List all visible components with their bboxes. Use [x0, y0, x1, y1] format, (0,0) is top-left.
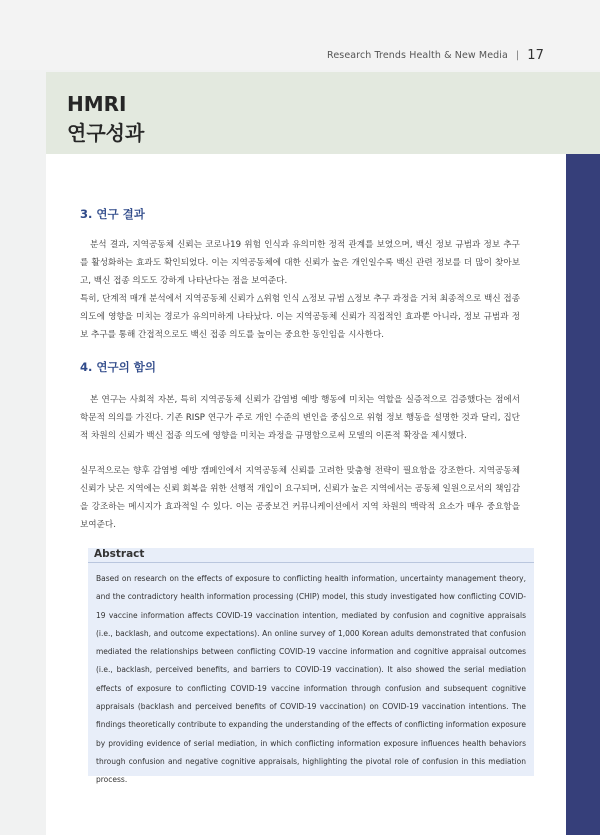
page-number: 17 — [527, 48, 544, 63]
running-head-separator: | — [515, 50, 520, 61]
section-3-paragraph-1: 분석 결과, 지역공동체 신뢰는 코로나19 위험 인식과 유의미한 정적 관계를 보였으며, 백신 정보 규범과 정보 추구를 활성화하는 효과도 확인되었다. 이는 지역공동체에 대한 신뢰가 높은 개인일수록 백신 관련 정보를 더 많이 찾아보고, 백신 접종 의도도 강하게 나타난다는 점을 보여준다. — [80, 240, 520, 286]
section-3-heading: 3. 연구 결과 — [80, 207, 145, 221]
page-title-en: HMRI — [67, 92, 127, 116]
section-4-paragraph-2: 실무적으로는 향후 감염병 예방 캠페인에서 지역공동체 신뢰를 고려한 맞춤형 전략이 필요함을 강조한다. 지역공동체 신뢰가 낮은 지역에는 신뢰 회복을 위한 선행적 개입이 요구되며, 신뢰가 높은 지역에서는 공동체 일원으로서의 책임감을 강조하는 메시지가 효과적일 수 있다. 이는 공중보건 커뮤니케이션에서 지역 차원의 맥락적 요소가 매우 중요함을 보여준다. — [80, 466, 520, 530]
abstract-label: Abstract — [94, 548, 145, 560]
abstract-text: Based on research on the effects of exposure to conflicting health information, uncertainty management theory, and the contradictory health information processing (CHIP) model, this study investigated how conflicting COVID-19 vaccine information affects COVID-19 vaccination intention, mediated by confusion and cognitive appraisals (i.e., backlash, and outcome expectations). An online survey of 1,000 Korean adults demonstrated that confusion mediated the relationships between conflicting COVID-19 vaccine information and cognitive appraisal outcomes (i.e., backlash, perceived benefits, and barriers to COVID-19 vaccination). It also showed the serial mediation effects of exposure to conflicting COVID-19 vaccine information through confusion and subsequent cognitive appraisals (backlash and perceived benefits of COVID-19 vaccination) on COVID-19 vaccination intentions. The findings theoretically contribute to expanding the understanding of the effects of conflicting information exposure by providing evidence of serial mediation, in which conflicting information exposure influences health behaviors through confusion and negative cognitive appraisals, highlighting the pivotal role of confusion in this mediation process. — [96, 574, 526, 785]
abstract-divider — [88, 562, 534, 563]
page-title-ko: 연구성과 — [67, 121, 145, 145]
section-4-heading: 4. 연구의 함의 — [80, 360, 156, 374]
section-3-paragraph-2: 특히, 단계적 매개 분석에서 지역공동체 신뢰가 △위험 인식 △정보 규범 △정보 추구 과정을 거쳐 최종적으로 백신 접종 의도에 영향을 미치는 경로가 유의미하게 나타났다. 이는 지역공동체 신뢰가 직접적인 효과뿐 아니라, 정보 규범과 정보 추구를 통해 간접적으로도 백신 접종 의도를 높이는 중요한 동인임을 시사한다. — [80, 294, 520, 340]
running-head — [327, 48, 544, 63]
side-accent-bar — [566, 154, 600, 835]
section-4-paragraph-1: 본 연구는 사회적 자본, 특히 지역공동체 신뢰가 감염병 예방 행동에 미치는 역할을 실증적으로 검증했다는 점에서 학문적 의의를 가진다. 기존 RISP 연구가 주로 개인 수준의 변인을 중심으로 위험 정보 행동을 설명한 것과 달리, 집단적 차원의 신뢰가 백신 접종 의도에 영향을 미치는 과정을 규명함으로써 모델의 이론적 확장을 제시했다. — [80, 395, 520, 441]
running-head-title: Research Trends Health & New Media — [327, 50, 508, 61]
